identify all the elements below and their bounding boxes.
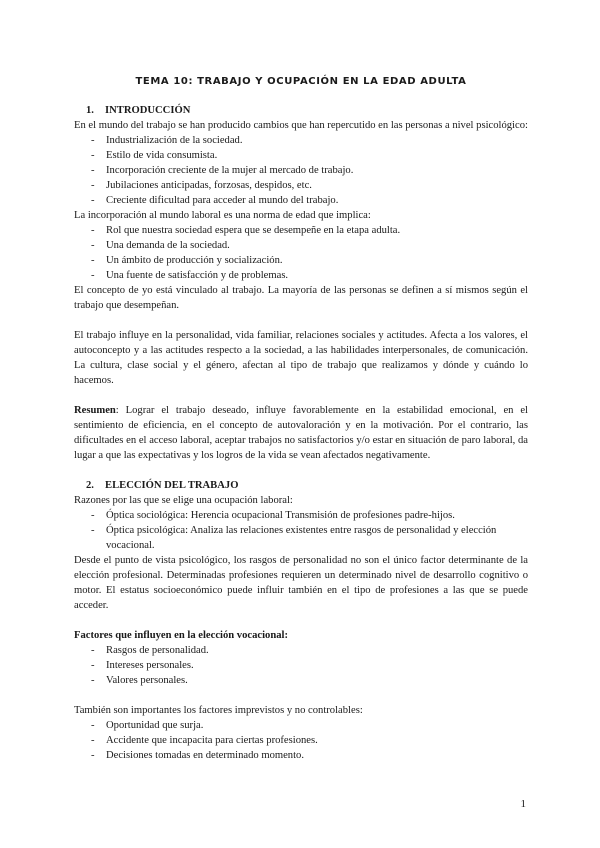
list-item: - Rasgos de personalidad. (74, 643, 528, 658)
section-1-paragraph-3: El concepto de yo está vinculado al trabajo. La mayoría de las personas se definen a sí mismos según el trabajo que desempeñan. (74, 285, 528, 311)
page-number: 1 (520, 798, 526, 810)
document-body (74, 103, 528, 763)
list-item: - Creciente dificultad para acceder al mundo del trabajo. (74, 193, 528, 208)
list-item: - Estilo de vida consumista. (74, 148, 528, 163)
list-item: - Accidente que incapacita para ciertas profesiones. (74, 733, 528, 748)
resumen-paragraph: Resumen: Lograr el trabajo deseado, influye favorablemente en la estabilidad emocional, en el sentimiento de eficiencia, en el concepto de autovaloración y en la motivación. Por el contrario, las dificultades en el acceso laboral, aceptar trabajos no satisfactorios y/o estar en situación de paro laboral, da lugar a que las expectativas y los logros de la vida se vean afectados negativamente. (74, 405, 528, 461)
list-item: - Rol que nuestra sociedad espera que se desempeñe en la etapa adulta. (74, 223, 528, 238)
list-item: - Óptica psicológica: Analiza las relaciones existentes entre rasgos de personalidad y elección vocacional. (74, 523, 528, 553)
list-item: - Industrialización de la sociedad. (74, 133, 528, 148)
section-2-list-2 (74, 643, 528, 688)
section-1-list-2 (74, 223, 528, 283)
list-item: - Oportunidad que surja. (74, 718, 528, 733)
page-title: TEMA 10: TRABAJO Y OCUPACIÓN EN LA EDAD ADULTA (135, 76, 467, 87)
list-item: - Un ámbito de producción y socialización. (74, 253, 528, 268)
list-item: - Una fuente de satisfacción y de problemas. (74, 268, 528, 283)
section-1-paragraph-2: La incorporación al mundo laboral es una norma de edad que implica: (74, 210, 371, 221)
section-2-list-3 (74, 718, 528, 763)
list-item: - Valores personales. (74, 673, 528, 688)
list-item: - Una demanda de la sociedad. (74, 238, 528, 253)
list-item: - Intereses personales. (74, 658, 528, 673)
section-2-paragraph-2: Desde el punto de vista psicológico, los rasgos de personalidad no son el único factor determinante de la elección profesional. Determinadas profesiones requieren un determinado nivel de desarrollo cognitivo o motor. El estatus socioeconómico puede influir también en el tipo de profesiones a las que se puede acceder. (74, 555, 528, 611)
section-2-list-1 (74, 508, 528, 553)
section-2-paragraph-3: También son importantes los factores imprevistos y no controlables: (74, 705, 363, 716)
list-item: - Óptica sociológica: Herencia ocupacional Transmisión de profesiones padre-hijos. (74, 508, 528, 523)
factores-heading: Factores que influyen en la elección vocacional: (74, 630, 289, 641)
section-2-intro: Razones por las que se elige una ocupación laboral: (74, 495, 293, 506)
section-1-intro: En el mundo del trabajo se han producido cambios que han repercutido en las personas a nivel psicológico: (74, 120, 528, 131)
section-1-list-1 (74, 133, 528, 208)
section-1-heading: 1. INTRODUCCIÓN (86, 105, 191, 116)
list-item: - Incorporación creciente de la mujer al mercado de trabajo. (74, 163, 528, 178)
section-1-paragraph-4: El trabajo influye en la personalidad, vida familiar, relaciones sociales y actitudes. Afecta a los valores, el autoconcepto y a las actitudes respecto a la sociedad, a las habilidades interpersonales, de comunicación. La cultura, clase social y el género, afectan al tipo de trabajo que realizamos y dónde y cuándo lo hacemos. (74, 330, 528, 386)
section-2-heading: 2. ELECCIÓN DEL TRABAJO (86, 480, 239, 491)
resumen-label: Resumen (74, 405, 116, 416)
list-item: - Decisiones tomadas en determinado momento. (74, 748, 528, 763)
list-item: - Jubilaciones anticipadas, forzosas, despidos, etc. (74, 178, 528, 193)
